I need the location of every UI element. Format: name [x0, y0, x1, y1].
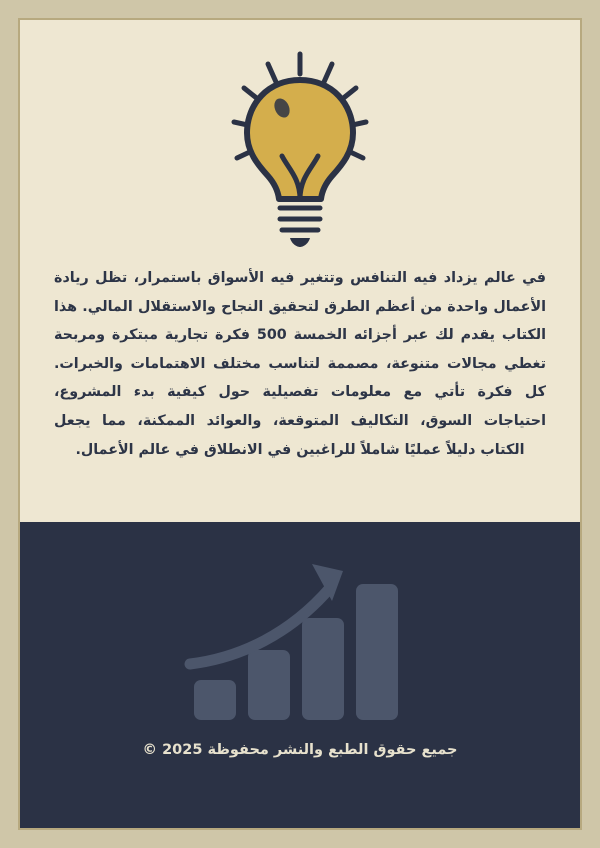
bottom-panel [20, 522, 580, 828]
back-cover-description: في عالم يزداد فيه التنافس وتتغير فيه الأسواق باستمرار، تظل ريادة الأعمال واحدة من أعظم الطرق لتحقيق النجاح والاستقلال المالي. هذا الكتاب يقدم لك عبر أجزائه الخمسة 500 فكرة تجارية مبتكرة ومربحة تغطي مجالات متنوعة، مصممة لتناسب مختلف الاهتمامات والخبرات. كل فكرة تأتي مع معلومات تفصيلية حول كيفية بدء المشروع، احتياجات السوق، التكاليف المتوقعة، والعوائد الممكنة، مما يجعل الكتاب دليلاً عمليًا شاملاً للراغبين في الانطلاق في عالم الأعمال. [54, 270, 546, 458]
lightbulb-illustration [210, 48, 390, 248]
cover-frame [18, 18, 582, 830]
growth-bar-chart-icon [180, 538, 420, 738]
copyright-text: جميع حقوق الطبع والنشر محفوظة 2025 © [142, 742, 458, 758]
growth-chart-illustration [180, 538, 420, 738]
lightbulb-icon [210, 48, 390, 248]
top-panel [20, 20, 580, 522]
